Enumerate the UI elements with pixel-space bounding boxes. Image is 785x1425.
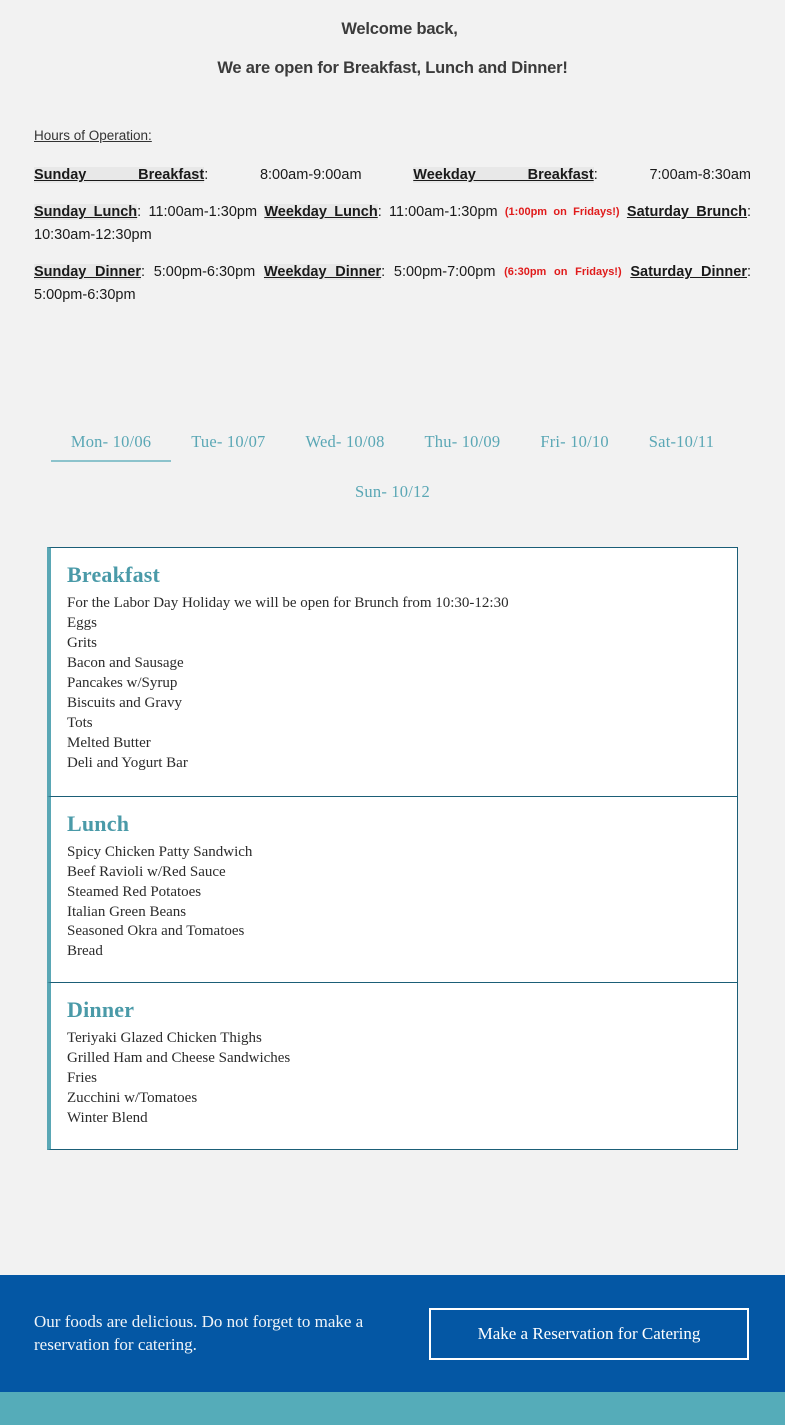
meal-card-breakfast xyxy=(47,547,738,796)
hours-time-right: 7:00am-8:30am xyxy=(597,166,752,183)
hours-of-operation-section xyxy=(0,78,785,306)
meal-title-breakfast: Breakfast xyxy=(67,562,161,588)
day-tabs-row-primary xyxy=(30,432,755,462)
hours-time-extra: 10:30am-12:30pm xyxy=(34,226,152,243)
hours-separator: : xyxy=(747,204,752,221)
meal-card-lunch xyxy=(47,796,738,984)
menu-item: Melted Butter xyxy=(67,734,151,751)
meal-title-dinner: Dinner xyxy=(67,997,135,1023)
menu-item: Bread xyxy=(67,943,103,960)
hours-label-left: Sunday Lunch xyxy=(34,204,138,221)
meal-title-lunch: Lunch xyxy=(67,810,130,836)
menu-item: Grits xyxy=(67,635,97,652)
menu-item: Bacon and Sausage xyxy=(67,655,184,672)
hours-separator: : xyxy=(593,166,598,183)
day-tabs xyxy=(0,432,785,512)
menu-item: Beef Ravioli w/Red Sauce xyxy=(67,863,226,880)
day-tabs-row-secondary xyxy=(30,482,755,512)
menu-item: Biscuits and Gravy xyxy=(67,694,182,711)
menu-section xyxy=(47,547,738,1150)
meal-items-dinner xyxy=(67,1029,721,1129)
menu-item: Eggs xyxy=(67,615,97,632)
hours-row xyxy=(34,164,751,186)
menu-item: Spicy Chicken Patty Sandwich xyxy=(67,843,253,860)
menu-item: Steamed Red Potatoes xyxy=(67,883,202,900)
hours-separator: : xyxy=(746,264,752,281)
day-tab[interactable]: Sun- 10/12 xyxy=(355,482,430,502)
hours-time-left: 8:00am-9:00am xyxy=(208,166,362,183)
menu-item: Deli and Yogurt Bar xyxy=(67,754,188,771)
hours-row xyxy=(34,201,751,246)
meal-items-breakfast xyxy=(67,594,721,773)
hours-time-right: 5:00pm-7:00pm xyxy=(385,264,496,281)
hours-separator: : xyxy=(381,264,386,281)
hours-label-right: Weekday Lunch xyxy=(264,204,378,221)
hours-section-title: Hours of Operation: xyxy=(34,128,152,143)
hours-separator: : xyxy=(140,264,146,281)
hours-row xyxy=(34,261,751,306)
hours-label-right: Weekday Dinner xyxy=(263,264,382,281)
menu-item: Fries xyxy=(67,1070,97,1087)
menu-item: Tots xyxy=(67,714,93,731)
welcome-greeting: Welcome back, xyxy=(341,20,458,38)
make-reservation-button[interactable]: Make a Reservation for Catering xyxy=(429,1308,749,1360)
hours-label-right: Weekday Breakfast xyxy=(413,166,594,183)
hours-time-extra: 5:00pm-6:30pm xyxy=(34,286,136,303)
meal-card-dinner xyxy=(47,982,738,1150)
day-tab[interactable]: Thu- 10/09 xyxy=(424,432,501,452)
catering-footer-text: Our foods are delicious. Do not forget to make a reservation for catering. xyxy=(34,1311,364,1354)
hours-note: (1:00pm on Fridays!) xyxy=(504,206,620,219)
hours-time-right: 11:00am-1:30pm xyxy=(381,204,498,221)
meal-items-lunch xyxy=(67,843,721,963)
menu-item: Italian Green Beans xyxy=(67,903,187,920)
hours-label-left: Sunday Breakfast xyxy=(34,166,205,183)
menu-item: Zucchini w/Tomatoes xyxy=(67,1090,198,1107)
hours-list xyxy=(34,164,751,306)
hours-time-left: 11:00am-1:30pm xyxy=(141,204,258,221)
hours-note: (6:30pm on Fridays!) xyxy=(504,266,622,279)
menu-item: Pancakes w/Syrup xyxy=(67,675,178,692)
day-tab[interactable]: Sat-10/11 xyxy=(648,432,715,452)
hours-label-left: Sunday Dinner xyxy=(34,264,141,281)
welcome-header xyxy=(0,0,785,78)
bottom-accent-bar xyxy=(0,1392,785,1425)
catering-footer xyxy=(0,1275,785,1392)
menu-item: Teriyaki Glazed Chicken Thighs xyxy=(67,1030,262,1047)
welcome-subtitle: We are open for Breakfast, Lunch and Dinner! xyxy=(217,59,568,77)
hours-label-extra: Saturday Brunch xyxy=(626,204,747,221)
menu-item: Seasoned Okra and Tomatoes xyxy=(67,923,245,940)
hours-separator: : xyxy=(137,204,142,221)
hours-label-extra: Saturday Dinner xyxy=(630,264,747,281)
menu-item: Winter Blend xyxy=(67,1110,148,1127)
day-tab[interactable]: Mon- 10/06 xyxy=(51,432,171,462)
hours-time-left: 5:00pm-6:30pm xyxy=(145,264,256,281)
menu-item: For the Labor Day Holiday we will be open for Brunch from 10:30-12:30 xyxy=(67,595,509,612)
day-tab[interactable]: Fri- 10/10 xyxy=(540,432,609,452)
menu-item: Grilled Ham and Cheese Sandwiches xyxy=(67,1050,291,1067)
hours-separator: : xyxy=(204,166,209,183)
day-tab[interactable]: Tue- 10/07 xyxy=(191,432,266,452)
day-tab[interactable]: Wed- 10/08 xyxy=(305,432,385,452)
hours-separator: : xyxy=(377,204,382,221)
